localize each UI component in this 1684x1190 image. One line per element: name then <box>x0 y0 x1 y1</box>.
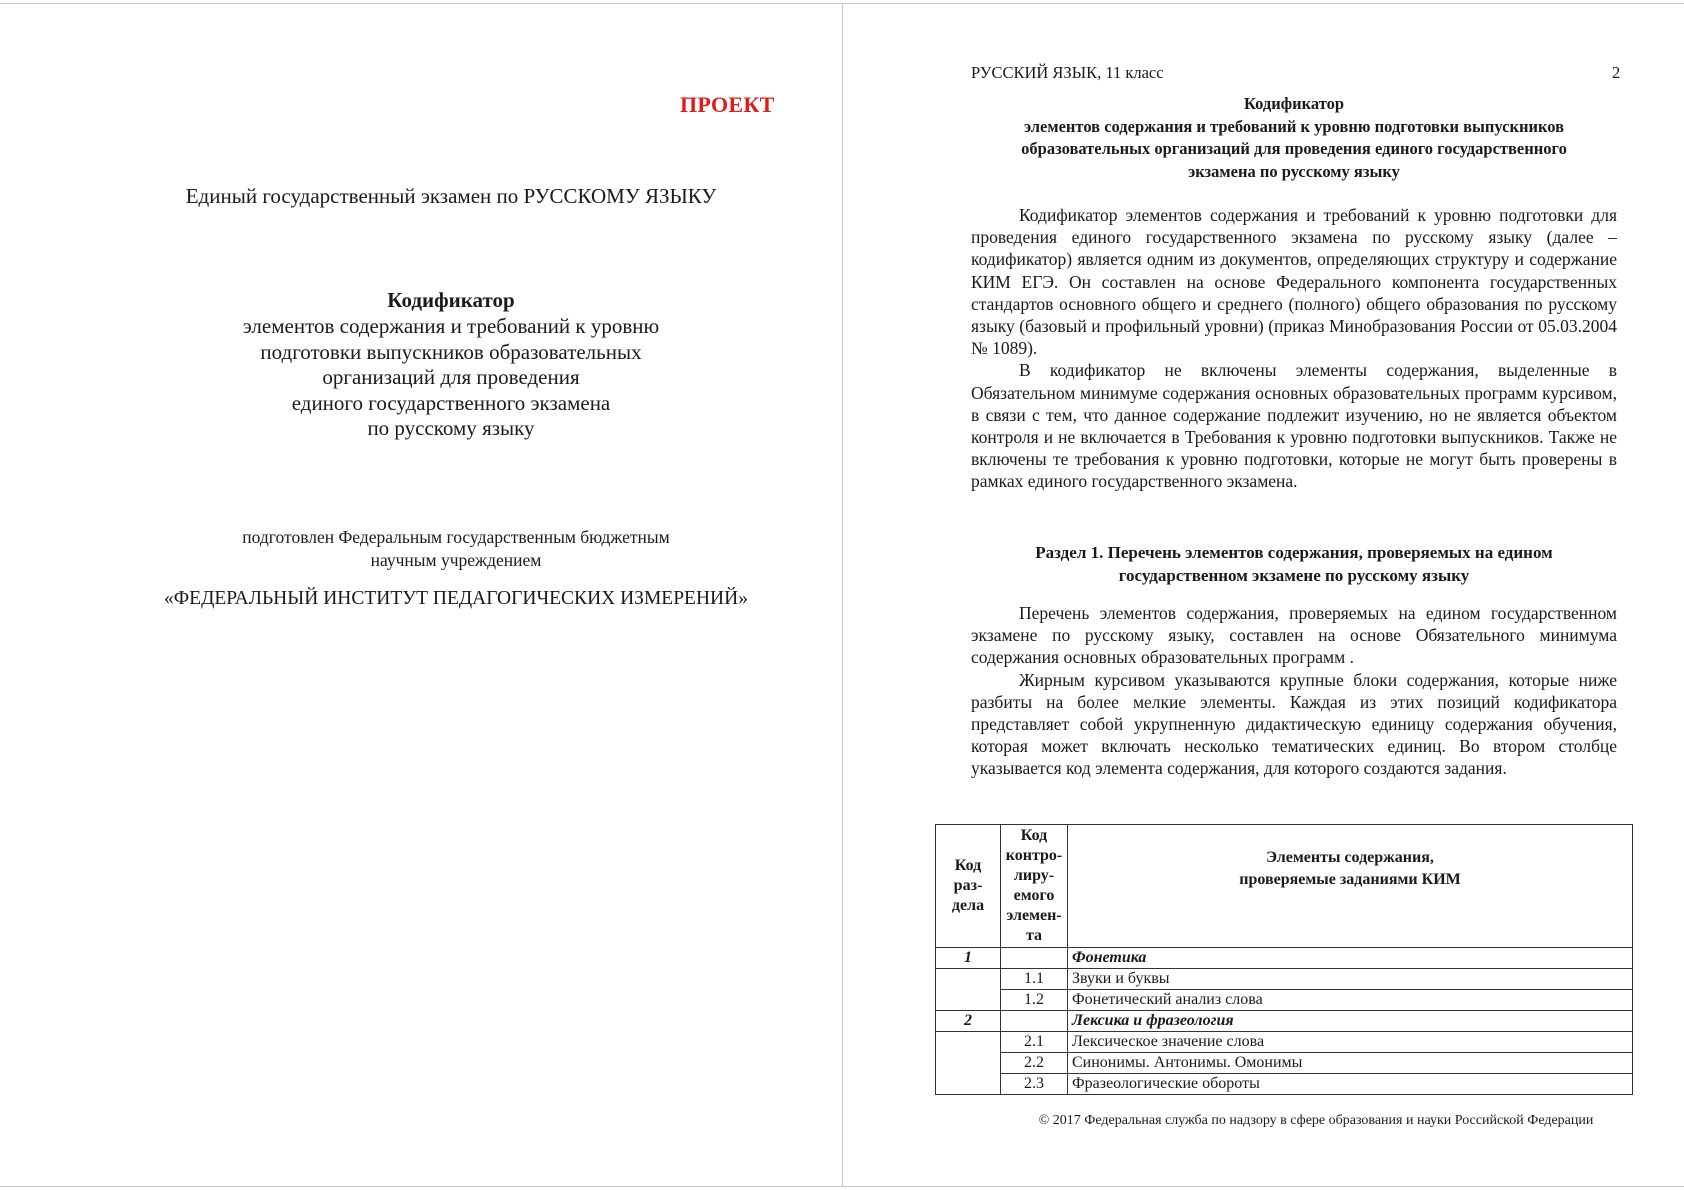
section-heading-line: государственном экзамене по русскому языку <box>1118 566 1470 585</box>
element-label: Лексическое значение слова <box>1068 1032 1633 1053</box>
element-label: Фразеологические обороты <box>1068 1074 1633 1095</box>
table-header-row <box>936 825 1633 948</box>
doc-heading-line: элементов содержания и требований к уровню подготовки выпускников <box>1023 116 1565 136</box>
element-label: Синонимы. Антонимы. Омонимы <box>1068 1053 1633 1074</box>
section-text <box>971 602 1617 780</box>
table-row <box>936 1032 1633 1053</box>
doc-heading-line: образовательных организаций для проведения единого государственного <box>1021 139 1567 158</box>
section-cell <box>936 969 1001 1011</box>
header-line: контро- <box>1005 847 1063 864</box>
prepared-by-line: подготовлен Федеральным государственным бюджетным <box>242 527 670 547</box>
table-block-row <box>936 948 1633 969</box>
cover-heading: Кодификатор <box>387 288 515 312</box>
header-line: Код <box>954 857 982 874</box>
table-row <box>936 969 1633 990</box>
table-row <box>936 1074 1633 1095</box>
page-number: 2 <box>1612 63 1621 82</box>
table-row <box>936 1053 1633 1074</box>
section-cell <box>936 1032 1001 1095</box>
cover-subtitle-line: элементов содержания и требований к уровню <box>242 314 660 338</box>
element-code: 1.2 <box>1001 990 1068 1011</box>
header-line: Элементы содержания, <box>1266 849 1434 866</box>
element-code <box>1001 1011 1068 1032</box>
cover-subtitle-line: по русскому языку <box>367 416 535 440</box>
draft-stamp: ПРОЕКТ <box>680 92 775 117</box>
institute-name: «ФЕДЕРАЛЬНЫЙ ИНСТИТУТ ПЕДАГОГИЧЕСКИХ ИЗМЕРЕНИЙ» <box>164 588 748 609</box>
table-row <box>936 990 1633 1011</box>
header-line: лиру- <box>1013 867 1055 884</box>
header-line: дела <box>951 897 985 914</box>
section-number: 2 <box>936 1011 1001 1032</box>
paragraph: В кодификатор не включены элементы содержания, выделенные в Обязательном минимуме содержания основных образовательных программ курсивом, в связи с тем, что данное содержание подлежит изучению, но не является объектом контроля и не включается в Требования к уровню подготовки выпускников. Также не включены те требования к уровню подготовки, которые не могут быть проверены в рамках единого государственного экзамена. <box>971 360 1617 492</box>
header-element-code <box>1001 825 1068 948</box>
block-title: Лексика и фразеология <box>1068 1011 1633 1032</box>
doc-heading-line: экзамена по русскому языку <box>1188 161 1400 181</box>
section-heading <box>971 541 1617 587</box>
element-code <box>1001 948 1068 969</box>
content-elements-table <box>935 824 1633 1095</box>
running-header: РУССКИЙ ЯЗЫК, 11 класс <box>971 63 1164 82</box>
header-line: раз- <box>953 877 983 894</box>
paragraph: Кодификатор элементов содержания и требований к уровню подготовки для проведения единого государственного экзамена по русскому языку (далее – кодификатор) является одним из документов, определяющих структуру и содержание КИМ ЕГЭ. Он составлен на основе Федерального компонента государственных стандартов основного общего и среднего (полного) общего образования по русскому языку (базовый и профильный уровни) (приказ Минобразования России от 05.03.2004 № 1089). <box>971 205 1617 359</box>
cover-subtitle <box>0 314 902 442</box>
intro-text <box>971 204 1617 493</box>
block-title: Фонетика <box>1068 948 1633 969</box>
header-line: та <box>1025 927 1043 944</box>
doc-heading-line: Кодификатор <box>1243 94 1345 113</box>
element-code: 2.1 <box>1001 1032 1068 1053</box>
table-block-row <box>936 1011 1633 1032</box>
header-line: проверяемые заданиями КИМ <box>1239 871 1461 888</box>
header-line: емого <box>1013 887 1055 904</box>
element-code: 1.1 <box>1001 969 1068 990</box>
prepared-by-line: научным учреждением <box>370 550 542 570</box>
paragraph: Перечень элементов содержания, проверяемых на едином государственном экзамене по русскому языку, составлен на основе Обязательного минимума содержания основных образовательных программ . <box>971 603 1617 668</box>
paragraph: Жирным курсивом указываются крупные блоки содержания, которые ниже разбиты на более мелкие элементы. Каждая из этих позиций кодификатора представляет собой укрупненную дидактическую единицу содержания обучения, которая может включать несколько тематических единиц. Во втором столбце указывается код элемента содержания, для которого создаются задания. <box>971 669 1617 779</box>
header-section-code <box>936 825 1001 948</box>
cover-subtitle-line: единого государственного экзамена <box>291 390 611 415</box>
section-number: 1 <box>936 948 1001 969</box>
copyright-footer: © 2017 Федеральная служба по надзору в сфере образования и науки Российской Федерации <box>1038 1113 1594 1128</box>
section-heading-line: Раздел 1. Перечень элементов содержания, проверяемых на едином <box>1035 543 1553 562</box>
header-line: Код <box>1020 827 1048 844</box>
element-code: 2.2 <box>1001 1053 1068 1074</box>
element-label: Звуки и буквы <box>1068 969 1633 990</box>
content-page <box>843 0 1684 1190</box>
header-elements <box>1068 825 1633 948</box>
cover-subtitle-line: организаций для проведения <box>322 365 580 389</box>
cover-subtitle-line: подготовки выпускников образовательных <box>260 339 642 364</box>
doc-heading <box>971 93 1617 183</box>
prepared-by <box>0 526 912 572</box>
element-label: Фонетический анализ слова <box>1068 990 1633 1011</box>
header-line: элемен- <box>1006 907 1062 924</box>
element-code: 2.3 <box>1001 1074 1068 1095</box>
exam-title: Единый государственный экзамен по РУССКОМУ ЯЗЫКУ <box>185 184 717 208</box>
